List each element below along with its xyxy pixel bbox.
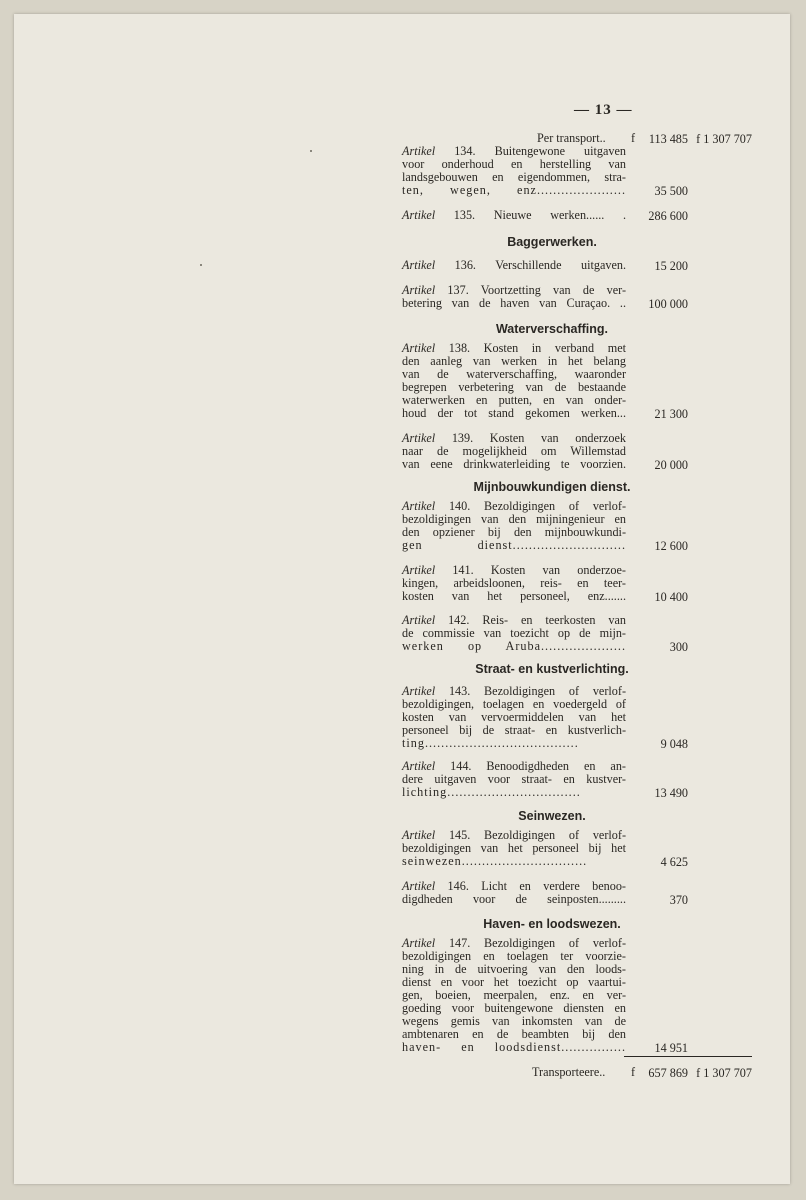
heading-haven-loodswezen: Haven- en loodswezen. <box>483 917 621 931</box>
article-141-line-2: kingen, arbeidsloonen, reis- en teer- <box>402 576 626 590</box>
article-139-line-1: Artikel 139. Kosten van onderzoek <box>402 431 626 445</box>
artikel-word: Artikel <box>402 613 436 627</box>
article-140-line-3: den opziener bij den mijnbouwkundi- <box>402 525 626 539</box>
per-transport-amount-1: 113 485 <box>648 132 688 146</box>
article-135 <box>402 209 626 222</box>
article-137-amount: 100 000 <box>648 297 688 311</box>
heading-straat-kustverlichting: Straat- en kustverlichting. <box>475 662 629 676</box>
artikel-word: Artikel <box>402 759 436 773</box>
per-transport-currency: f <box>631 131 636 145</box>
artikel-word: Artikel <box>402 283 436 297</box>
article-141-line-3: kosten van het personeel, enz....... <box>402 589 626 603</box>
article-140-amount: 12 600 <box>654 539 688 553</box>
article-140-line-1: Artikel 140. Bezoldigingen of verlof- <box>402 499 626 513</box>
article-141 <box>402 564 626 603</box>
article-143-line-5: ting...................................... <box>402 736 579 750</box>
article-134-line-1: Artikel 134. Buitengewone uitgaven <box>402 144 626 158</box>
article-138-line-1: Artikel 138. Kosten in verband met <box>402 341 626 355</box>
article-144-line-1: Artikel 144. Benoodigdheden en an- <box>402 759 626 773</box>
article-138-line-3: van de waterverschaffing, waaronder <box>402 367 626 381</box>
heading-baggerwerken: Baggerwerken. <box>507 235 597 249</box>
transporteere-amount-2: f 1 307 707 <box>696 1066 752 1080</box>
artikel-word: Artikel <box>402 258 436 272</box>
article-142-line-3: werken op Aruba..................... <box>402 639 626 653</box>
article-143-line-4: personeel bij de straat- en kustverlich- <box>402 723 626 737</box>
article-134-line-4: ten, wegen, enz...................... <box>402 183 626 197</box>
per-transport-label: Per transport.. <box>537 131 606 145</box>
article-147-line-8: ambtenaren en de beambten bij den <box>402 1027 626 1041</box>
article-141-line-1: Artikel 141. Kosten van onderzoe- <box>402 563 626 577</box>
paper-speck <box>200 264 202 266</box>
article-142 <box>402 614 626 653</box>
article-138-line-5: waterwerken en putten, en van onder- <box>402 393 626 407</box>
article-146 <box>402 880 626 906</box>
artikel-word: Artikel <box>402 828 436 842</box>
article-146-amount: 370 <box>669 893 688 907</box>
article-134-line-2: voor onderhoud en herstelling van <box>402 157 626 171</box>
article-142-amount: 300 <box>669 640 688 654</box>
article-139-line-2: naar de mogelijkheid om Willemstad <box>402 444 626 458</box>
article-139-amount: 20 000 <box>654 458 688 472</box>
article-140-line-4: gen dienst............................ <box>402 538 626 552</box>
sum-rule-column-1 <box>624 1056 690 1057</box>
article-140-line-2: bezoldigingen van den mijningenieur en <box>402 512 626 526</box>
article-145 <box>402 829 626 868</box>
heading-seinwezen: Seinwezen. <box>518 809 586 823</box>
article-143-line-3: kosten van vervoermiddelen van het <box>402 710 626 724</box>
transporteere-currency: f <box>631 1065 636 1079</box>
article-147-line-1: Artikel 147. Bezoldigingen of verlof- <box>402 936 626 950</box>
article-134-amount: 35 500 <box>654 184 688 198</box>
article-137 <box>402 284 626 310</box>
page-number: — 13 — <box>574 102 633 118</box>
per-transport-amount-2: f 1 307 707 <box>696 132 752 146</box>
article-145-line-2: bezoldigingen van het personeel bij het <box>402 841 626 855</box>
article-147-amount: 14 951 <box>654 1041 688 1055</box>
article-146-line-2: digdheden voor de seinposten......... <box>402 892 626 906</box>
article-144-amount: 13 490 <box>654 786 688 800</box>
transporteere-label: Transporteere.. <box>532 1065 606 1079</box>
article-145-line-1: Artikel 145. Bezoldigingen of verlof- <box>402 828 626 842</box>
article-144-line-2: dere uitgaven voor straat- en kustver- <box>402 772 626 786</box>
article-136-amount: 15 200 <box>654 259 688 273</box>
artikel-word: Artikel <box>402 563 436 577</box>
article-144-line-3: lichting................................. <box>402 785 581 799</box>
article-147-line-5: gen, boeien, meerpalen, enz. en ver- <box>402 988 626 1002</box>
article-143 <box>402 685 626 750</box>
article-147-line-7: wegens gemis van inkomsten van de <box>402 1014 626 1028</box>
article-138-amount: 21 300 <box>654 407 688 421</box>
article-138 <box>402 342 626 420</box>
article-146-line-1: Artikel 146. Licht en verdere benoo- <box>402 879 626 893</box>
article-147 <box>402 937 626 1054</box>
article-143-amount: 9 048 <box>660 737 688 751</box>
article-147-line-4: dienst en voor het toezicht op vaartui- <box>402 975 626 989</box>
artikel-word: Artikel <box>402 936 436 950</box>
article-140 <box>402 500 626 552</box>
article-137-line-2: betering van de haven van Curaçao. .. <box>402 296 626 310</box>
document-page <box>14 14 790 1184</box>
article-145-line-3: seinwezen............................... <box>402 854 588 868</box>
artikel-word: Artikel <box>402 208 436 222</box>
article-138-line-4: begrepen verbetering van de bestaande <box>402 380 626 394</box>
artikel-word: Artikel <box>402 684 436 698</box>
article-135-amount: 286 600 <box>648 209 688 223</box>
heading-mijnbouwkundigen-dienst: Mijnbouwkundigen dienst. <box>473 480 631 494</box>
article-134-line-3: landsgebouwen en eigendommen, stra- <box>402 170 626 184</box>
article-138-line-2: den aanleg van werken in het belang <box>402 354 626 368</box>
artikel-word: Artikel <box>402 341 436 355</box>
article-147-line-9: haven- en loodsdienst................ <box>402 1040 626 1054</box>
article-136-line-1: Artikel 136. Verschillende uitgaven. <box>402 258 626 272</box>
article-145-amount: 4 625 <box>660 855 688 869</box>
article-142-line-2: de commissie van toezicht op de mijn- <box>402 626 626 640</box>
article-144 <box>402 760 626 799</box>
article-134 <box>402 145 626 197</box>
artikel-word: Artikel <box>402 879 436 893</box>
transporteere-amount-1: 657 869 <box>648 1066 688 1080</box>
article-147-line-2: bezoldigingen en toelagen ter voorzie- <box>402 949 626 963</box>
article-141-amount: 10 400 <box>654 590 688 604</box>
artikel-word: Artikel <box>402 499 436 513</box>
artikel-word: Artikel <box>402 144 436 158</box>
article-143-line-1: Artikel 143. Bezoldigingen of verlof- <box>402 684 626 698</box>
article-147-line-6: goeding voor buitengewone diensten en <box>402 1001 626 1015</box>
article-135-line-1: Artikel 135. Nieuwe werken...... . <box>402 208 626 222</box>
artikel-word: Artikel <box>402 431 436 445</box>
article-138-line-6: houd der tot stand gekomen werken... <box>402 406 626 420</box>
paper-speck <box>310 150 312 152</box>
article-143-line-2: bezoldigingen, toelagen en voedergeld of <box>402 697 626 711</box>
article-139 <box>402 432 626 471</box>
article-136 <box>402 259 626 272</box>
article-147-line-3: ning in de uitvoering van den loods- <box>402 962 626 976</box>
sum-rule-column-2 <box>690 1056 752 1057</box>
heading-waterverschaffing: Waterverschaffing. <box>495 322 609 336</box>
article-139-line-3: van eene drinkwaterleiding te voorzien. <box>402 457 626 471</box>
article-142-line-1: Artikel 142. Reis- en teerkosten van <box>402 613 626 627</box>
article-137-line-1: Artikel 137. Voortzetting van de ver- <box>402 283 626 297</box>
